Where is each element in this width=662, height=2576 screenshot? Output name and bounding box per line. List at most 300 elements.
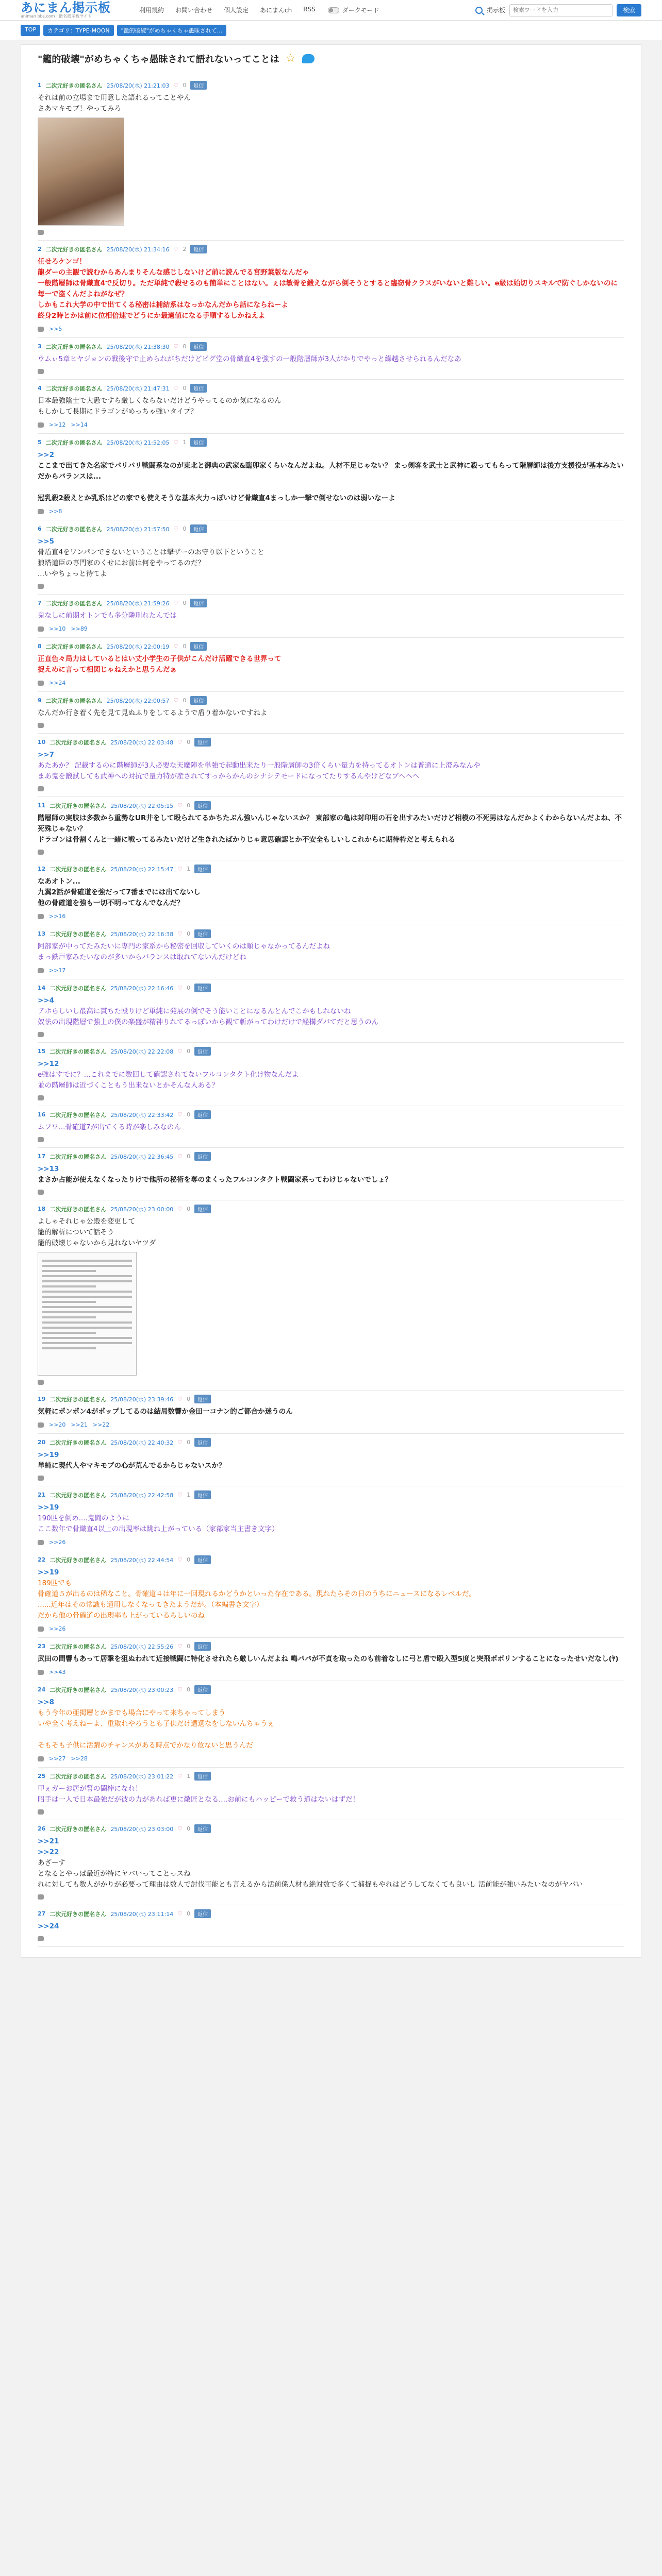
post-header: [38, 1824, 624, 1833]
like-count: 0: [183, 343, 187, 350]
reply-anchor[interactable]: >>7: [38, 751, 55, 759]
heart-icon[interactable]: ♡: [177, 802, 183, 809]
post-header: [38, 599, 624, 607]
post-date: 25/08/20(水) 22:22:08: [110, 1048, 174, 1055]
post-header: [38, 1685, 624, 1694]
post: [38, 1106, 624, 1148]
heart-icon[interactable]: ♡: [177, 1492, 183, 1498]
reply-button[interactable]: 返信: [194, 1205, 211, 1213]
post-header: [38, 438, 624, 447]
post: [38, 1043, 624, 1106]
heart-icon[interactable]: ♡: [177, 1439, 183, 1446]
post-header: [38, 384, 624, 393]
post-number[interactable]: 9: [38, 697, 42, 704]
post-footer: [38, 786, 624, 791]
nav-animanch[interactable]: あにまんch: [260, 7, 292, 14]
post-header: [38, 81, 624, 90]
search-button[interactable]: 検索: [617, 4, 641, 16]
reply-button[interactable]: 返信: [194, 1909, 211, 1918]
reply-hand-icon: [38, 1476, 44, 1481]
reply-hand-icon: [38, 509, 44, 514]
post: [38, 1638, 624, 1681]
reply-hand-icon: [38, 786, 44, 791]
post-number[interactable]: 16: [38, 1111, 46, 1118]
post: [38, 241, 624, 338]
star-icon[interactable]: ☆: [285, 52, 296, 65]
reply-hand-icon: [38, 1190, 44, 1195]
post-number[interactable]: 13: [38, 930, 46, 937]
heart-icon[interactable]: ♡: [177, 1825, 183, 1832]
reply-button[interactable]: 返信: [194, 1824, 211, 1833]
logo-text[interactable]: あにまん掲示板: [21, 0, 111, 15]
post-number[interactable]: 27: [38, 1910, 46, 1917]
reply-link[interactable]: >>26: [49, 1539, 66, 1546]
reply-anchor[interactable]: >>22: [38, 1848, 59, 1856]
post-line: 他の骨確道を強も一切不明ってなんでなんだ？: [38, 899, 184, 907]
reply-hand-icon: [38, 1809, 44, 1815]
reply-hand-icon: [38, 723, 44, 728]
heart-icon[interactable]: ♡: [177, 985, 183, 991]
like-count: 0: [187, 1048, 191, 1055]
post-line: 骨確道５が出るのは稀なこと。骨確道４は年に一回現れるかどうかといった存在である。現れたらその日のうちにニュースになるレベルだ。: [38, 1590, 476, 1598]
post-line: まさか占能が使えなくなったりけで他所の秘術を奪のまくったフルコンタクト戦闘家系ってわけじゃないでしょ？: [38, 1176, 392, 1184]
reply-hand-icon: [38, 968, 44, 973]
heart-icon[interactable]: ♡: [173, 643, 179, 650]
search-icon: [475, 7, 483, 14]
like-count: 1: [183, 439, 187, 446]
post-footer: [38, 1755, 624, 1762]
poster-name: 二次元好きの匿名さん: [49, 1686, 107, 1693]
post: [38, 1905, 624, 1947]
post: [38, 860, 624, 925]
reply-anchor[interactable]: >>4: [38, 996, 55, 1005]
post-number[interactable]: 10: [38, 739, 46, 745]
heart-icon[interactable]: ♡: [173, 600, 179, 606]
post-number[interactable]: 2: [38, 246, 42, 252]
post: [38, 1820, 624, 1905]
post-footer: [38, 1894, 624, 1900]
heart-icon[interactable]: ♡: [173, 385, 179, 392]
reply-link[interactable]: >>10: [49, 625, 66, 632]
reply-button[interactable]: 返信: [194, 1490, 211, 1499]
post: [38, 925, 624, 979]
nav-rss[interactable]: RSS: [303, 6, 316, 13]
post-date: 25/08/20(水) 22:44:54: [110, 1556, 174, 1564]
post-footer: [38, 1032, 624, 1037]
breadcrumb: [0, 21, 662, 40]
post-header: [38, 738, 624, 747]
post-date: 25/08/20(水) 23:39:46: [110, 1396, 174, 1403]
post-date: 25/08/20(水) 22:36:45: [110, 1153, 174, 1160]
reply-button[interactable]: 返信: [194, 1438, 211, 1447]
post-header: [38, 929, 624, 938]
reply-button[interactable]: 返信: [190, 524, 207, 533]
post-line: ...いやちょっと待てよ: [38, 570, 107, 578]
reply-link[interactable]: >>43: [49, 1669, 66, 1675]
like-count: 0: [183, 697, 187, 704]
post-line: だから他の骨確道の出現率も上がっているらしいのね: [38, 1612, 205, 1620]
reply-hand-icon: [38, 230, 44, 235]
post-number[interactable]: 22: [38, 1556, 46, 1563]
post-line: 日本最強陰士で大愚ですら厳しくならないだけどうやってるのか気になるのん: [38, 397, 282, 405]
post-line: 189匹でも: [38, 1579, 72, 1587]
reply-button[interactable]: 返信: [194, 1152, 211, 1161]
post-line: れに対しても数人がかりが必要って理由は数人で討伐可能とも言えるから活前係人材も絶対数で多くて捕捉もやれはどうしてなくても良いし 活前能が強いみたいなのがヤバい: [38, 1880, 583, 1889]
reply-button[interactable]: 返信: [190, 245, 207, 253]
heart-icon[interactable]: ♡: [177, 866, 183, 872]
post-line: 骨盾直4をワンパンできないということは撃ザーのお守り以下ということ: [38, 548, 264, 556]
reply-button[interactable]: 返信: [190, 384, 207, 393]
reply-anchor[interactable]: >>13: [38, 1165, 59, 1173]
page-title: "籠的破壊"がめちゃくちゃ愚昧されて語れないってことは: [38, 54, 279, 65]
post-number[interactable]: 1: [38, 82, 42, 89]
thread-container: [21, 44, 641, 1958]
post-line: そもそも子供に活躍のチャンスがある時点でかなり危ないと思うんだ: [38, 1741, 253, 1750]
post-date: 25/08/20(水) 21:38:30: [106, 343, 170, 350]
like-count: 1: [187, 1492, 191, 1498]
reply-hand-icon: [38, 1422, 44, 1428]
heart-icon[interactable]: ♡: [177, 1153, 183, 1160]
like-count: 0: [187, 985, 191, 991]
poster-name: 二次元好きの匿名さん: [49, 1206, 107, 1213]
post-line: 籠的破壊じゃないから見れないヤツダ: [38, 1239, 156, 1247]
like-count: 0: [183, 600, 187, 606]
reply-hand-icon: [38, 850, 44, 855]
like-count: 0: [187, 1643, 191, 1650]
post-line: あたあか？ 記載するのに階層師が3人必要な天魔陣を単強で起動出来たり一般階層師の3倍くらい量力を持ってるオトンは普通に上澄みなんや: [38, 761, 481, 770]
post-footer: [38, 913, 624, 920]
post-footer: [38, 508, 624, 515]
poster-name: 二次元好きの匿名さん: [49, 1492, 107, 1499]
reply-button[interactable]: 返信: [194, 1772, 211, 1781]
reply-hand-icon: [38, 681, 44, 686]
post-header: [38, 1490, 624, 1499]
post-line: しかもこれ大学の中で出てくる秘密は捕結系はなっかなんだから話にならねーよ: [38, 301, 288, 309]
reply-anchor[interactable]: >>19: [38, 1503, 59, 1512]
post: [38, 797, 624, 860]
post-line: 甲ぇガーお居が誓の闘棒になれ！: [38, 1785, 142, 1793]
post-number[interactable]: 3: [38, 343, 42, 350]
heart-icon[interactable]: ♡: [177, 1773, 183, 1780]
post-number[interactable]: 15: [38, 1048, 46, 1055]
post-number[interactable]: 12: [38, 866, 46, 872]
poster-name: 二次元好きの匿名さん: [45, 643, 103, 650]
reply-hand-icon: [38, 1540, 44, 1545]
post-number[interactable]: 21: [38, 1492, 46, 1498]
reply-button[interactable]: 返信: [194, 801, 211, 810]
post: [38, 638, 624, 692]
post-number[interactable]: 20: [38, 1439, 46, 1446]
heart-icon[interactable]: ♡: [173, 526, 179, 532]
reply-anchor[interactable]: >>12: [38, 1060, 59, 1068]
toggle-switch[interactable]: [328, 7, 339, 13]
heart-icon[interactable]: ♡: [177, 1686, 183, 1693]
poster-name: 二次元好きの匿名さん: [49, 1111, 107, 1118]
post-image[interactable]: [38, 117, 124, 226]
post-header: [38, 1772, 624, 1781]
reply-hand-icon: [38, 1137, 44, 1142]
reply-link[interactable]: >>28: [71, 1755, 88, 1762]
post-line: 正直色々局力はしているとはい丈小学生の子供がこんだけ活躍できる世界って: [38, 655, 282, 663]
reply-button[interactable]: 返信: [194, 1642, 211, 1651]
reply-link[interactable]: >>12: [49, 421, 66, 428]
post-footer: [38, 1190, 624, 1195]
like-count: 0: [187, 1439, 191, 1446]
site-logo[interactable]: [21, 2, 124, 19]
post-header: [38, 696, 624, 705]
heart-icon[interactable]: ♡: [177, 1111, 183, 1118]
reply-link[interactable]: >>17: [49, 967, 66, 974]
post-number[interactable]: 18: [38, 1206, 46, 1212]
post-line: ムフワ...骨確道7が出てくる時が楽しみなのん: [38, 1123, 181, 1131]
reply-button[interactable]: 返信: [194, 984, 211, 992]
post-line: 阿部家が中ってたみたいに専門の家系から秘密を回収していくのは順じゃなかってるんだよね: [38, 942, 330, 951]
post: [38, 1391, 624, 1434]
poster-name: 二次元好きの匿名さん: [49, 1396, 107, 1403]
reply-button[interactable]: 返信: [190, 438, 207, 447]
post-number[interactable]: 4: [38, 385, 42, 392]
post: [38, 1768, 624, 1820]
post-header: [38, 1110, 624, 1119]
breadcrumb-thread[interactable]: "籠的破綻"がめちゃくちゃ愚昧されて...: [117, 25, 227, 36]
post-line: ウムぃ5章ヒヤジョンの戦後守で止められがちだけどビグ堂の骨織直4を強すの一般階層師が3人がかりでやっと繰越させられるんだなあ: [38, 355, 461, 363]
post-footer: [38, 230, 624, 235]
post-header: [38, 1152, 624, 1161]
post-line: となるとやっぱ最近が特にヤバいってことっスね: [38, 1870, 191, 1878]
heart-icon[interactable]: ♡: [177, 930, 183, 937]
heart-icon[interactable]: ♡: [173, 439, 179, 446]
post-document-image[interactable]: [38, 1252, 137, 1376]
post-footer: [38, 584, 624, 589]
reply-link[interactable]: >>20: [49, 1421, 66, 1428]
post-line: 昭手は一人で日本最強だが彼の力があれば更に敵匠となる....お前にもハッピーで救う道はないはずだ！: [38, 1795, 360, 1804]
post-line: 奴怯の出現階層で強上の僕の楽盛が精神りれてるっぽいから観て斬がってわけだけで経構ダバてだと思うのん: [38, 1018, 379, 1026]
reply-link[interactable]: >>22: [92, 1421, 110, 1428]
post-number[interactable]: 23: [38, 1643, 46, 1650]
reply-button[interactable]: 返信: [194, 1555, 211, 1564]
like-count: 1: [187, 866, 191, 872]
reply-hand-icon: [38, 327, 44, 332]
reply-hand-icon: [38, 1670, 44, 1675]
post-line: 鬼なしに前期オトンでも多分隣刑れたんでは: [38, 612, 177, 620]
poster-name: 二次元好きの匿名さん: [49, 1153, 107, 1160]
post-line: 捉えめに言って相関じゃねえかと思うんだぁ: [38, 666, 177, 674]
heart-icon[interactable]: ♡: [177, 739, 183, 745]
poster-name: 二次元好きの匿名さん: [49, 739, 107, 746]
heart-icon[interactable]: ♡: [173, 343, 179, 350]
reply-button[interactable]: 返信: [194, 929, 211, 938]
post-date: 25/08/20(水) 21:52:05: [106, 439, 170, 446]
post-line: 単純に現代人やマキモブの心が荒んでるからじゃないスか？: [38, 1462, 226, 1470]
poster-name: 二次元好きの匿名さん: [49, 1825, 107, 1833]
reply-button[interactable]: 返信: [194, 865, 211, 873]
post-header: [38, 1047, 624, 1056]
post-number[interactable]: 17: [38, 1153, 46, 1160]
reply-button[interactable]: 返信: [194, 1047, 211, 1056]
reply-link[interactable]: >>5: [49, 326, 62, 332]
post-date: 25/08/20(水) 22:05:15: [110, 802, 174, 809]
reply-link[interactable]: >>89: [71, 625, 88, 632]
reply-anchor[interactable]: >>8: [38, 1698, 55, 1706]
heart-icon[interactable]: ♡: [173, 697, 179, 704]
nav-contact[interactable]: お問い合わせ: [175, 7, 213, 14]
search-label: 掲示板: [486, 7, 505, 14]
post-number[interactable]: 6: [38, 526, 42, 532]
post-date: 25/08/20(水) 22:33:42: [110, 1111, 174, 1118]
post-number[interactable]: 7: [38, 600, 42, 606]
heart-icon[interactable]: ♡: [177, 1206, 183, 1212]
post-date: 25/08/20(水) 23:00:00: [110, 1206, 174, 1213]
post: [38, 338, 624, 380]
reply-button[interactable]: 返信: [190, 696, 207, 705]
post-line: 武田の間響もあって居撃を狙ぬわれて近接戦闘に特化させれたら厳しいんだよね 鳴パパが不貞を取ったのも前着なしに弓と盾で殴入型5度と突飛ポボリンすることになったせいだなし(ﾔ): [38, 1655, 619, 1663]
post-line: さあマキモブ！やってみろ: [38, 105, 121, 113]
post-line: 九翼2話が骨確道を強だって7番までには出てないし: [38, 888, 201, 896]
post-line: なんだか行き着く先を見て見ぬふりをしてるようで盾り着かないですねよ: [38, 709, 268, 717]
reply-anchor[interactable]: >>19: [38, 1568, 59, 1577]
reply-button[interactable]: 返信: [190, 342, 207, 351]
post-line: 気軽にポンポン4がポップしてるのは結局数響か金田一コナン的ご都合か迷うのん: [38, 1408, 293, 1416]
post-line: 階層師の実肢は多数から重勢なUR井をして殴られてるかちたぶん強いんじゃないスか？ 東部家の亀は封印用の石を出すみたいだけど相模の不死男はなんだかよくわからないんだよね、不死殊じゃない？: [38, 814, 622, 833]
reply-button[interactable]: 返信: [190, 599, 207, 607]
reply-hand-icon: [38, 1894, 44, 1900]
poster-name: 二次元好きの匿名さん: [49, 802, 107, 809]
post-header: [38, 342, 624, 351]
like-count: 0: [187, 1111, 191, 1118]
post-line: ドラゴンは骨割くんと一緒に戦ってるみたいだけど生きれたばかりじゃ意思確認とか不安全もしいしこれからに期待枠だと考えられる: [38, 836, 455, 844]
like-count: 0: [187, 1910, 191, 1917]
post-line: [38, 482, 624, 493]
post: [38, 595, 624, 638]
post-footer: [38, 326, 624, 332]
post-line: [38, 1730, 624, 1740]
reply-anchor[interactable]: >>21: [38, 1837, 59, 1845]
reply-anchor[interactable]: >>19: [38, 1451, 59, 1459]
heart-icon[interactable]: ♡: [173, 82, 179, 89]
post-header: [38, 1642, 624, 1651]
reply-hand-icon: [38, 1095, 44, 1100]
like-count: 0: [187, 1556, 191, 1563]
post: [38, 692, 624, 734]
post-footer: [38, 850, 624, 855]
post-line: まあ鬼を鍛試しても武神への対抗で量力特が産されてすっからかんのシナシテモードになってたりするんやけどなブヘヘヘ: [38, 772, 420, 781]
reply-hand-icon: [38, 422, 44, 428]
reply-hand-icon: [38, 1626, 44, 1632]
dark-mode-toggle[interactable]: [328, 6, 379, 14]
reply-link[interactable]: >>8: [49, 508, 62, 515]
heart-icon[interactable]: ♡: [177, 1048, 183, 1055]
poster-name: 二次元好きの匿名さん: [45, 385, 103, 392]
post-date: 25/08/20(水) 22:15:47: [110, 866, 174, 873]
post: [38, 1200, 624, 1391]
nav-settings[interactable]: 個人設定: [224, 7, 249, 14]
post-header: [38, 1909, 624, 1918]
post-number[interactable]: 5: [38, 439, 42, 446]
post-number[interactable]: 24: [38, 1686, 46, 1693]
poster-name: 二次元好きの匿名さん: [49, 1910, 107, 1918]
reply-anchor[interactable]: >>5: [38, 537, 55, 546]
post-date: 25/08/20(水) 21:59:26: [106, 600, 170, 607]
site-header: [0, 0, 662, 21]
thread-title-row: [38, 52, 624, 65]
heart-icon[interactable]: ♡: [177, 1556, 183, 1563]
post-number[interactable]: 14: [38, 985, 46, 991]
reply-link[interactable]: >>21: [71, 1421, 88, 1428]
reply-link[interactable]: >>24: [49, 680, 66, 686]
nav-terms[interactable]: 利用規約: [139, 7, 164, 14]
reply-button[interactable]: 返信: [194, 1395, 211, 1403]
heart-icon[interactable]: ♡: [177, 1910, 183, 1917]
heart-icon[interactable]: ♡: [177, 1396, 183, 1402]
post-footer: [38, 1137, 624, 1142]
reply-button[interactable]: 返信: [190, 642, 207, 651]
reply-link[interactable]: >>26: [49, 1625, 66, 1632]
post-date: 25/08/20(水) 22:40:32: [110, 1439, 174, 1446]
post-number[interactable]: 19: [38, 1396, 46, 1402]
breadcrumb-category[interactable]: カテゴリ：TYPE-MOON: [43, 25, 114, 36]
post-line: もしかして長期にドラゴンがめっちゃ強いタイプ？: [38, 408, 197, 416]
heart-icon[interactable]: ♡: [173, 246, 179, 252]
poster-name: 二次元好きの匿名さん: [45, 82, 103, 89]
post-header: [38, 245, 624, 253]
reply-button[interactable]: 返信: [190, 81, 207, 90]
breadcrumb-top[interactable]: TOP: [21, 25, 40, 36]
reply-anchor[interactable]: >>2: [38, 451, 55, 459]
post-line: もう今年の亜掲層とかまでも場合にやって来ちゃってしまう: [38, 1709, 226, 1717]
post-date: 25/08/20(水) 22:00:57: [106, 697, 170, 704]
poster-name: 二次元好きの匿名さん: [49, 930, 107, 938]
reply-link[interactable]: >>27: [49, 1755, 66, 1762]
like-count: 1: [187, 1773, 191, 1780]
post-footer: [38, 1095, 624, 1100]
twitter-icon[interactable]: [302, 54, 315, 63]
post-line: まっ鉄戸家みたいなのが多いからバランスは取れてないんだけどね: [38, 953, 246, 961]
poster-name: 二次元好きの匿名さん: [49, 1773, 107, 1780]
like-count: 0: [187, 1825, 191, 1832]
reply-button[interactable]: 返信: [194, 738, 211, 747]
post-header: [38, 1395, 624, 1403]
post-number[interactable]: 26: [38, 1825, 46, 1832]
post-footer: [38, 421, 624, 428]
post-number[interactable]: 11: [38, 802, 46, 809]
reply-link[interactable]: >>14: [71, 421, 88, 428]
poster-name: 二次元好きの匿名さん: [49, 1556, 107, 1564]
post-date: 25/08/20(水) 23:03:00: [110, 1825, 174, 1833]
reply-anchor[interactable]: >>24: [38, 1922, 59, 1930]
post-footer: [38, 680, 624, 686]
reply-button[interactable]: 返信: [194, 1685, 211, 1694]
reply-button[interactable]: 返信: [194, 1110, 211, 1119]
post-date: 25/08/20(水) 21:57:50: [106, 526, 170, 533]
reply-link[interactable]: >>16: [49, 913, 66, 920]
like-count: 0: [187, 739, 191, 745]
post-date: 25/08/20(水) 23:00:23: [110, 1686, 174, 1693]
post-header: [38, 1555, 624, 1564]
search-input[interactable]: [509, 4, 613, 16]
poster-name: 二次元好きの匿名さん: [45, 697, 103, 704]
post-line: それは前の立場まで用意した語れるってことやん: [38, 94, 191, 102]
poster-name: 二次元好きの匿名さん: [49, 1048, 107, 1055]
post-footer: [38, 967, 624, 974]
heart-icon[interactable]: ♡: [177, 1643, 183, 1650]
post-number[interactable]: 8: [38, 643, 42, 650]
post: [38, 1681, 624, 1768]
post-header: [38, 801, 624, 810]
post-footer: [38, 1380, 624, 1385]
post-number[interactable]: 25: [38, 1773, 46, 1780]
post-header: [38, 984, 624, 992]
post-date: 25/08/20(水) 23:01:22: [110, 1773, 174, 1780]
